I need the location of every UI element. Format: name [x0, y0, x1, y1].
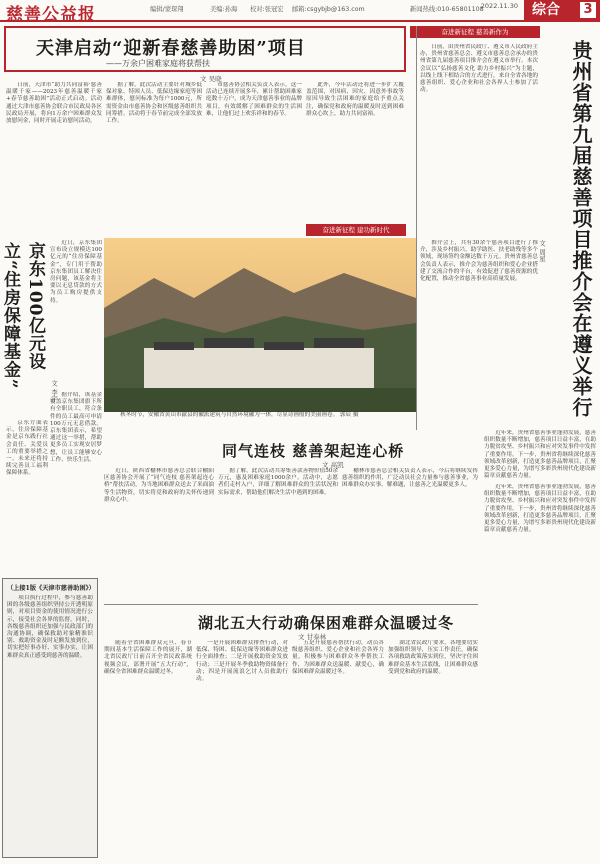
- strip-bottom: 奋进新征程 建功新时代: [306, 224, 406, 236]
- landscape-illustration: [104, 238, 416, 412]
- lead-headline-box: [4, 26, 406, 72]
- divider: [104, 604, 478, 605]
- sidebar-box: [2, 578, 98, 858]
- landscape-photo: [104, 238, 416, 412]
- jingdong-byline: 文 李宇: [50, 380, 58, 402]
- guizhou-col-2: 推介会上，共有30余个慈善项目进行了推介，涉及乡村振兴、助学助医、扶老助残等多个领域，现场签约金额达数千万元。贵州省慈善总会负责人表示，推介会为慈善组织和爱心企业搭建了交流合作的平台，有效促进了慈善资源的优化配置，推动全省慈善事业高质量发展。: [420, 240, 538, 283]
- lead-col-2: 据了解，此次活动主要针对城乡低保对象、特困人员、低保边缘家庭等困难群体，慰问标准为每户1000元，所需资金由市慈善协会和区级慈善组织共同筹措。活动将于春节前完成全部发放工作。: [106, 82, 202, 125]
- page-number: 3: [580, 2, 596, 18]
- lead-byline: 文 吴晓: [200, 75, 222, 83]
- divider: [416, 26, 417, 430]
- hubei-col-4: 湖北省民政厅要求，各地要切实加强组织领导，压实工作责任，确保各项救助政策落实到位，坚决守住困难群众基本生活底线，让困难群众感受到党和政府的温暖。: [388, 640, 478, 675]
- guizhou-col-3: 近年来，贵州省慈善事业蓬勃发展，慈善组织数量不断增加，慈善项目日益丰富，在助力脱贫攻坚、乡村振兴和应对突发事件中发挥了重要作用。下一步，贵州省将继续深化慈善领域改革创新，打造更多慈善品牌项目，汇聚更多爱心力量，为谱写多彩贵州现代化建设新篇章贡献慈善力量。: [484, 430, 596, 480]
- hubei-byline: 文 甘泰林: [298, 633, 327, 641]
- shaanxi-col-3: 榆林市慈善总会相关负责人表示，今后将继续发挥慈善组织的作用，广泛动员社会力量参与慈善事业，为困难群众办实事、解难题，让慈善之光温暖更多人。: [342, 468, 478, 489]
- photo-caption: 秋冬时节，安徽省黄山市歙县的徽派建筑与自然环境融为一体，尽显诗画般的美丽画卷。 郭辰 摄: [120, 412, 359, 418]
- hotline: 新闻热线:010-65801108: [410, 6, 484, 13]
- jingdong-col-1: 近日，京东集团宣布设立规模达100亿元的“住房保障基金”，专门用于帮助京东集团员工解决住房问题，该基金将主要以无息贷款的方式为员工购房提供支持。: [50, 240, 102, 304]
- hubei-col-2: 一是开展困难群众排查行动，对低保、特困、低保边缘等困难群众进行全面排查；二是开展救助资金发放行动；三是开展冬季救助物资储备行动；四是开展流浪乞讨人员救助行动。: [196, 640, 288, 683]
- proof: 美编:孙海: [210, 6, 238, 13]
- lead-subtitle: ——万余户困难家庭将获帮扶: [106, 59, 210, 68]
- masthead: [0, 0, 600, 25]
- guizhou-continued: 近年来，贵州省慈善事业蓬勃发展，慈善组织数量不断增加，慈善项目日益丰富，在助力脱贫攻坚、乡村振兴和应对突发事件中发挥了重要作用。下一步，贵州省将继续深化慈善领域改革创新，打造更多慈善品牌项目，汇聚更多爱心力量，为谱写多彩贵州现代化建设新篇章贡献慈善力量。: [484, 484, 596, 534]
- strip-top: 奋进新征程 慈善新作为: [410, 26, 540, 38]
- lead-col-4: 此外，今年活动还将进一步扩大覆盖范围，对因病、因灾、因意外事故等原因导致生活困难的家庭给予重点关注，确保党和政府的温暖及时送到困难群众心坎上，助力共同富裕。: [306, 82, 404, 117]
- hubei-title: 湖北五大行动确保困难群众温暖过冬: [198, 614, 455, 632]
- lead-col-1: 日前，天津市“助力共同富裕·慈善温暖千家——2023年慈善温暖千家+春节慈善助困”活动正式启动。活动通过大津市慈善协会联合市民政局各区民政局开展，将向1万余户困难群众发放慰问金，同时开展走访慰问活动。: [6, 82, 102, 125]
- shaanxi-col-2: 据了解，此次活动共筹集善款善物价值50余万元，惠及困难家庭1000余户。活动中，志愿者们走村入户，详细了解困难群众的生活状况和实际需求，帮助他们解决生活中遇到的困难。: [218, 468, 338, 496]
- jingdong-col-3: 京东方面表示，住房保障基金是京东践行社会责任、关爱员工的重要举措之一，未来还将持续完善员工福利保障体系。: [6, 420, 48, 477]
- editor: 编辑/蒙琛翔: [150, 6, 184, 13]
- check: 校对:张冠宏: [250, 6, 284, 13]
- lead-title: 天津启动“迎新春慈善助困”项目: [36, 38, 306, 59]
- section-label: 综合: [532, 2, 560, 18]
- email: 邮箱:csgybjb@163.com: [292, 6, 365, 13]
- jingdong-col-2: 据介绍，该基金覆盖京东集团旗下所有全职员工，符合条件的员工最高可申请100万元无息借款。京东集团表示，希望通过这一举措，帮助更多员工实现安居梦想，让员工能够安心工作、快乐生活。: [50, 392, 102, 463]
- guizhou-byline: 文 周星: [538, 240, 546, 262]
- guizhou-title: 贵州省第九届慈善项目推介会在遵义举行: [569, 40, 593, 418]
- newspaper-logo: 慈善公益报: [6, 5, 96, 25]
- sidebar-body: 项目执行过程中，参与慈善助困的各级慈善组织坚持公开透明原则，对项目资金的使用情况进行公示，接受社会各界的监督。同时，各级慈善组织还加强与民政部门的沟通协调，确保救助对象精准识别、救助资金及时足额发放到位，切实把好事办好、实事办实，让困难群众真正感受到慈善的温暖。: [7, 595, 93, 659]
- sidebar-title: （上接1版《天津市慈善助困》）: [7, 585, 95, 592]
- issue-date: 2022.11.30: [480, 2, 518, 10]
- hubei-col-1: 随着全省困难群众元旦、春节期间基本生活保障工作的展开，湖北省民政厅日前召开全省民政系统视频会议，部署开展“五大行动”，确保全省困难群众温暖过冬。: [104, 640, 192, 675]
- shaanxi-col-1: 近日，陕西省榆林市慈善总会联合榆阳区慈善协会开展了“同气连枝 慈善架起连心桥”帮扶活动，为当地困难群众送去了米面油等生活物资，切实将党和政府的关怀传递到群众心中。: [104, 468, 214, 503]
- section-tag: [524, 0, 600, 20]
- guizhou-col-1: 日前，由贵州省民政厅、遵义市人民政府主办，贵州省慈善总会、遵义市慈善总会承办的贵州省第九届慈善项目推介会在遵义市举行。本次会议以“弘扬慈善文化 助力乡村振兴”为主题，以线上线下相结合的方式进行，来自全省各地的慈善组织、爱心企业和社会各界人士参加了活动。: [420, 44, 538, 94]
- shaanxi-title: 同气连枝 慈善架起连心桥: [222, 442, 405, 460]
- shaanxi-byline: 文 高凯: [322, 461, 344, 469]
- lead-col-3: 市慈善协会相关负责人表示，这一活动已连续开展多年，累计帮助困难家庭数十万户，成为天津慈善事业的品牌项目，有效缓解了困难群众的生活困难，让他们过上欢乐祥和的春节。: [206, 82, 302, 117]
- hubei-col-3: 五是开展慈善帮扶行动，动员各级慈善组织、爱心企业和社会各界力量，积极参与困难群众冬季帮扶工作，为困难群众送温暖、献爱心，确保困难群众温暖过冬。: [292, 640, 384, 675]
- jingdong-title: 京东100亿元设立“住房保障基金”: [0, 242, 45, 390]
